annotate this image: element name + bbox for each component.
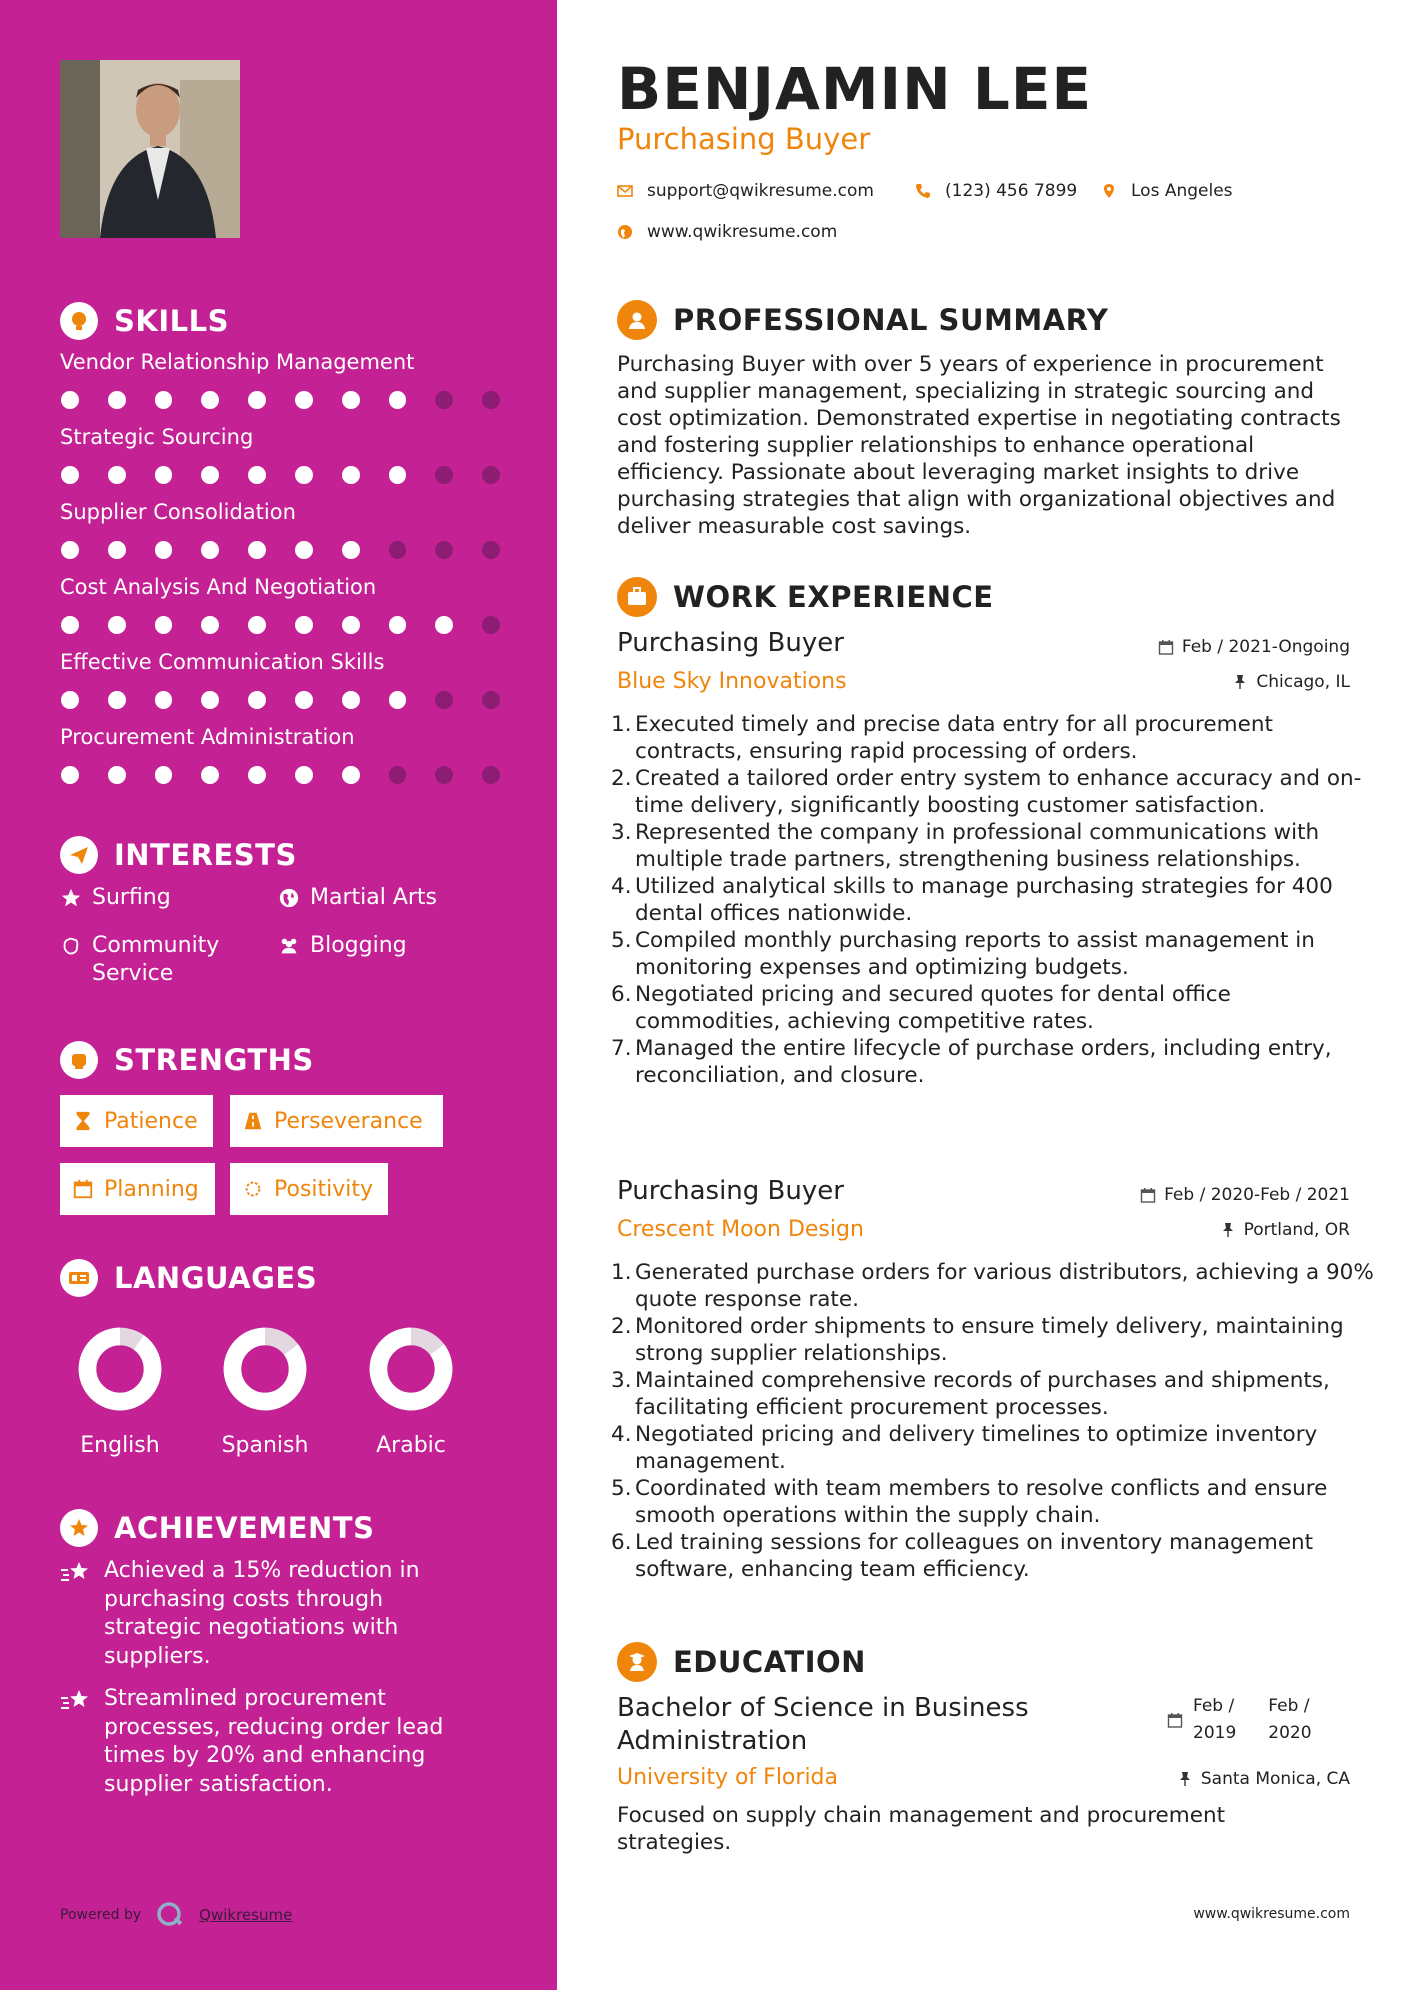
users-icon xyxy=(278,935,300,957)
contact-website xyxy=(617,222,837,242)
rating-dot-filled xyxy=(61,391,79,409)
rating-dot-empty xyxy=(435,541,453,559)
interest-label: Surfing xyxy=(92,885,171,910)
strength-label: Planning xyxy=(104,1176,199,1202)
skill-name: Vendor Relationship Management xyxy=(60,350,415,374)
rating-dot-filled xyxy=(342,691,360,709)
rating-dot-filled xyxy=(201,766,219,784)
duty-item: Negotiated pricing and delivery timelines to optimize inventory management. xyxy=(635,1422,1318,1474)
interest-item xyxy=(60,932,240,988)
education-location xyxy=(1177,1769,1350,1789)
job-location-text: Chicago, IL xyxy=(1256,672,1350,692)
rating-dot-filled xyxy=(108,616,126,634)
job-title: Purchasing Buyer xyxy=(617,628,844,658)
summary-heading xyxy=(617,300,1108,340)
rating-dot-filled xyxy=(201,616,219,634)
phone-text: (123) 456 7899 xyxy=(945,181,1078,201)
rating-dot-filled xyxy=(389,616,407,634)
duty-item: Managed the entire lifecycle of purchase orders, including entry, reconciliation, and closure. xyxy=(635,1036,1332,1088)
summary-title: PROFESSIONAL SUMMARY xyxy=(673,303,1109,337)
skill-item xyxy=(60,650,500,709)
duty-item: Coordinated with team members to resolve conflicts and ensure smooth operations within the supply chain. xyxy=(635,1476,1328,1528)
rating-dot-filled xyxy=(108,466,126,484)
rating-dot-empty xyxy=(389,766,407,784)
languages-heading xyxy=(60,1259,317,1297)
rating-dot-filled xyxy=(295,466,313,484)
candidate-role: Purchasing Buyer xyxy=(617,122,871,156)
shooting-star-icon xyxy=(60,1559,92,1587)
strength-tag xyxy=(60,1095,213,1147)
achievements-heading xyxy=(60,1509,374,1547)
rating-dot-empty xyxy=(435,691,453,709)
duty-item: Compiled monthly purchasing reports to assist management in monitoring expenses and optimizing budgets. xyxy=(635,928,1315,980)
duty-item: Executed timely and precise data entry for all procurement contracts, ensuring rapid processing of orders. xyxy=(635,712,1273,764)
skill-name: Procurement Administration xyxy=(60,725,355,749)
rating-dot-filled xyxy=(248,391,266,409)
education-start-month: Feb / xyxy=(1193,1696,1235,1716)
strength-label: Patience xyxy=(104,1108,198,1134)
interest-label: Martial Arts xyxy=(310,885,438,910)
skill-item xyxy=(60,425,500,484)
rating-dot-empty xyxy=(482,391,500,409)
language-item xyxy=(195,1325,335,1458)
hourglass-icon xyxy=(72,1110,94,1132)
language-ring xyxy=(367,1325,455,1413)
language-ring xyxy=(221,1325,309,1413)
job-duties xyxy=(617,1259,1377,1583)
rating-dot-empty xyxy=(435,391,453,409)
rating-dot-empty xyxy=(482,466,500,484)
phone-icon xyxy=(915,183,931,199)
rating-dot-filled xyxy=(201,541,219,559)
globe-icon xyxy=(278,887,300,909)
rating-dot-empty xyxy=(435,466,453,484)
company-name: Crescent Moon Design xyxy=(617,1217,864,1242)
pushpin-icon xyxy=(1177,1771,1193,1787)
skill-item xyxy=(60,725,500,784)
job-dates-text: Feb / 2021-Ongoing xyxy=(1181,637,1350,657)
rating-dot-empty xyxy=(482,691,500,709)
skill-name: Strategic Sourcing xyxy=(60,425,254,449)
skill-item xyxy=(60,575,500,634)
job-dates xyxy=(1140,1185,1350,1205)
rating-dot-filled xyxy=(61,691,79,709)
experience-heading xyxy=(617,577,994,617)
language-label: Arabic xyxy=(376,1433,446,1458)
strength-tag xyxy=(230,1095,443,1147)
job-location xyxy=(1220,1220,1350,1240)
strength-tag xyxy=(230,1163,388,1215)
rating-dot-filled xyxy=(155,466,173,484)
rating-dot-filled xyxy=(342,616,360,634)
rating-dot-filled xyxy=(435,616,453,634)
rating-dot-filled xyxy=(155,691,173,709)
briefcase-icon xyxy=(617,577,657,617)
rating-dot-filled xyxy=(108,766,126,784)
job-location-text: Portland, OR xyxy=(1243,1220,1350,1240)
education-description: Focused on supply chain management and procurement strategies. xyxy=(617,1803,1226,1855)
main-content xyxy=(557,0,1407,1990)
rating-dot-empty xyxy=(482,616,500,634)
rating-dot-filled xyxy=(108,691,126,709)
lightbulb-icon xyxy=(60,302,98,340)
candidate-name: BENJAMIN LEE xyxy=(617,55,1093,123)
calendar-icon xyxy=(1140,1187,1156,1203)
sun-icon xyxy=(242,1178,264,1200)
contact-email xyxy=(617,181,874,201)
rating-dot-filled xyxy=(248,766,266,784)
language-item xyxy=(341,1325,481,1458)
footer-url[interactable]: www.qwikresume.com xyxy=(1193,1906,1350,1922)
qwikresume-logo-icon xyxy=(155,1900,185,1930)
education-location-text: Santa Monica, CA xyxy=(1200,1769,1350,1789)
rating-dot-filled xyxy=(248,541,266,559)
degree-title: Bachelor of Science in Business Administration xyxy=(617,1693,1029,1756)
skills-heading xyxy=(60,302,229,340)
rating-dot-filled xyxy=(248,691,266,709)
job-dates xyxy=(1158,637,1350,657)
strengths-heading xyxy=(60,1041,314,1079)
paper-plane-icon xyxy=(60,836,98,874)
duty-item: Generated purchase orders for various distributors, achieving a 90% quote response rate. xyxy=(635,1260,1374,1312)
qwikresume-link[interactable]: Qwikresume xyxy=(199,1906,293,1924)
job-title: Purchasing Buyer xyxy=(617,1176,844,1206)
interest-item xyxy=(278,932,407,960)
rating-dot-filled xyxy=(108,541,126,559)
contact-phone xyxy=(915,181,1077,201)
rating-dot-filled xyxy=(389,691,407,709)
powered-by-label: Powered by xyxy=(60,1907,142,1923)
rating-dot-filled xyxy=(155,616,173,634)
job-dates-text: Feb / 2020-Feb / 2021 xyxy=(1164,1185,1350,1205)
rating-dot-filled xyxy=(295,541,313,559)
skill-rating xyxy=(60,391,500,409)
rating-dot-filled xyxy=(201,391,219,409)
rating-dot-filled xyxy=(342,466,360,484)
achievement-item xyxy=(60,1685,480,1799)
shooting-star-icon xyxy=(60,1687,92,1715)
rating-dot-filled xyxy=(155,766,173,784)
duty-item: Created a tailored order entry system to enhance accuracy and on-time delivery, significantly boosting customer satisfaction. xyxy=(635,766,1362,818)
interest-label: Blogging xyxy=(310,933,407,958)
skill-item xyxy=(60,500,500,559)
contact-location xyxy=(1101,181,1233,201)
road-icon xyxy=(242,1110,264,1132)
language-label: English xyxy=(80,1433,160,1458)
duty-item: Monitored order shipments to ensure timely delivery, maintaining strong supplier relationships. xyxy=(635,1314,1344,1366)
languages-title: LANGUAGES xyxy=(114,1261,318,1295)
rating-dot-filled xyxy=(61,616,79,634)
hand-icon xyxy=(60,935,82,957)
profile-photo xyxy=(60,60,240,238)
achievement-text: Achieved a 15% reduction in purchasing costs through strategic negotiations with suppliers. xyxy=(104,1558,420,1669)
user-icon xyxy=(617,300,657,340)
company-name: Blue Sky Innovations xyxy=(617,669,847,694)
location-text: Los Angeles xyxy=(1131,181,1233,201)
skill-name: Effective Communication Skills xyxy=(60,650,385,674)
powered-by xyxy=(60,1900,292,1930)
website-text[interactable]: www.qwikresume.com xyxy=(647,222,838,242)
rating-dot-empty xyxy=(435,766,453,784)
interests-title: INTERESTS xyxy=(114,838,297,872)
education-end-month: Feb / xyxy=(1268,1696,1310,1716)
duty-item: Maintained comprehensive records of purchases and shipments, facilitating efficient procurement processes. xyxy=(635,1368,1330,1420)
rating-dot-filled xyxy=(342,391,360,409)
star-icon xyxy=(60,887,82,909)
language-ring xyxy=(76,1325,164,1413)
skill-rating xyxy=(60,466,500,484)
rating-dot-empty xyxy=(482,766,500,784)
rating-dot-filled xyxy=(248,616,266,634)
envelope-icon xyxy=(617,183,633,199)
skill-rating xyxy=(60,766,500,784)
job-duties xyxy=(617,711,1377,1089)
calendar-icon xyxy=(1158,639,1174,655)
duty-item: Represented the company in professional communications with multiple trade partners, strengthening business relationships. xyxy=(635,820,1320,872)
duty-item: Led training sessions for colleagues on inventory management software, enhancing team efficiency. xyxy=(635,1530,1314,1582)
trophy-star-icon xyxy=(60,1509,98,1547)
skill-name: Supplier Consolidation xyxy=(60,500,296,524)
skill-item xyxy=(60,350,500,409)
translate-icon xyxy=(60,1259,98,1297)
rating-dot-filled xyxy=(61,541,79,559)
school-name: University of Florida xyxy=(617,1765,838,1790)
interest-item xyxy=(60,884,171,912)
education-dates xyxy=(1167,1693,1312,1747)
interests-heading xyxy=(60,836,297,874)
education-start-year: 2019 xyxy=(1193,1723,1237,1743)
globe-icon xyxy=(617,224,633,240)
skill-rating xyxy=(60,541,500,559)
rating-dot-filled xyxy=(155,391,173,409)
rating-dot-filled xyxy=(61,466,79,484)
education-start xyxy=(1193,1693,1236,1747)
rating-dot-filled xyxy=(295,616,313,634)
education-heading xyxy=(617,1642,866,1682)
language-label: Spanish xyxy=(221,1433,309,1458)
pushpin-icon xyxy=(1220,1222,1236,1238)
rating-dot-empty xyxy=(482,541,500,559)
rating-dot-filled xyxy=(295,691,313,709)
sidebar xyxy=(0,0,557,1990)
rating-dot-empty xyxy=(389,541,407,559)
pushpin-icon xyxy=(1232,674,1248,690)
achievements-title: ACHIEVEMENTS xyxy=(114,1511,375,1545)
skill-rating xyxy=(60,691,500,709)
rating-dot-filled xyxy=(201,691,219,709)
graduate-icon xyxy=(617,1642,657,1682)
strengths-title: STRENGTHS xyxy=(114,1043,314,1077)
job-location xyxy=(1232,672,1350,692)
rating-dot-filled xyxy=(389,391,407,409)
rating-dot-filled xyxy=(155,541,173,559)
education-end xyxy=(1268,1693,1311,1747)
rating-dot-filled xyxy=(108,391,126,409)
language-ring-fill xyxy=(87,1336,152,1401)
education-end-year: 2020 xyxy=(1268,1723,1312,1743)
strength-tag xyxy=(60,1163,215,1215)
rating-dot-filled xyxy=(201,466,219,484)
interest-item xyxy=(278,884,437,912)
skill-name: Cost Analysis And Negotiation xyxy=(60,575,377,599)
fist-icon xyxy=(60,1041,98,1079)
rating-dot-filled xyxy=(389,466,407,484)
rating-dot-filled xyxy=(342,766,360,784)
rating-dot-filled xyxy=(342,541,360,559)
calendar-icon xyxy=(72,1178,94,1200)
experience-title: WORK EXPERIENCE xyxy=(673,580,994,614)
achievement-text: Streamlined procurement processes, reducing order lead times by 20% and enhancing supplier satisfaction. xyxy=(104,1686,444,1797)
summary-text: Purchasing Buyer with over 5 years of experience in procurement and supplier management, specializing in strategic sourcing and cost optimization. Demonstrated expertise in negotiating contracts and fostering supplier relationships to enhance operational efficiency. Passionate about leveraging market insights to drive purchasing strategies that align with organizational objectives and deliver measurable cost savings. xyxy=(617,352,1341,539)
rating-dot-filled xyxy=(61,766,79,784)
strength-label: Positivity xyxy=(274,1176,374,1202)
calendar-icon xyxy=(1167,1712,1183,1728)
rating-dot-filled xyxy=(248,466,266,484)
duty-item: Utilized analytical skills to manage purchasing strategies for 400 dental offices nationwide. xyxy=(635,874,1333,926)
duty-item: Negotiated pricing and secured quotes for dental office commodities, achieving competitive rates. xyxy=(635,982,1231,1034)
rating-dot-filled xyxy=(295,391,313,409)
map-pin-icon xyxy=(1101,183,1117,199)
skill-rating xyxy=(60,616,500,634)
achievement-item xyxy=(60,1557,480,1671)
email-text[interactable]: support@qwikresume.com xyxy=(647,181,874,201)
skills-title: SKILLS xyxy=(114,304,229,338)
language-item xyxy=(50,1325,190,1458)
interest-label: Community Service xyxy=(92,933,220,986)
education-title: EDUCATION xyxy=(673,1645,866,1679)
strength-label: Perseverance xyxy=(274,1108,423,1134)
rating-dot-filled xyxy=(295,766,313,784)
